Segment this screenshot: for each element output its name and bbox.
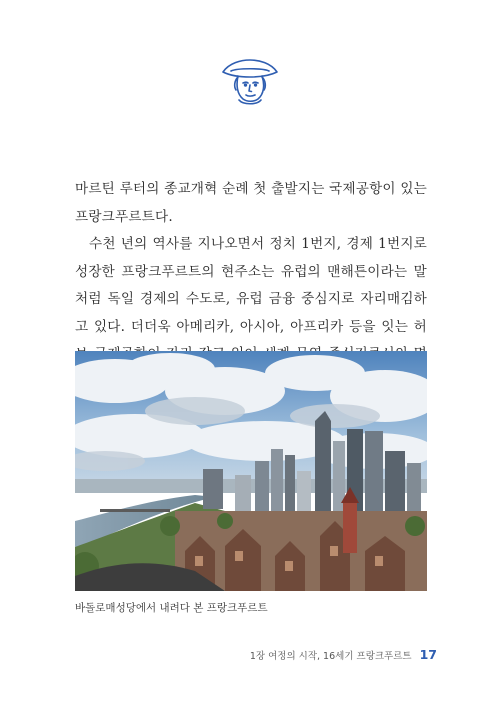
page-number: 17 [419, 647, 437, 662]
luther-portrait-icon [219, 57, 281, 107]
chapter-title: 1장 여정의 시작, 16세기 프랑크푸르트 [249, 651, 412, 662]
luther-portrait-emblem [219, 57, 281, 107]
paragraph-1: 마르틴 루터의 종교개혁 순례 첫 출발지는 국제공항이 있는 프랑크푸르트다. [75, 181, 427, 225]
photo-caption: 바돌로매성당에서 내려다 본 프랑크푸르트 [75, 602, 268, 614]
paragraph-2: 수천 년의 역사를 지나오면서 정치 1번지, 경제 1번지로 성장한 프랑크푸르트의 현주소는 유럽의 맨해튼이라는 말처럼 독일 경제의 수도로, 유럽 금융 중심지로 자리매김하고 있다. 더더욱 아메리카, 아시아, 아프리카 등을 잇는 허 [75, 236, 427, 335]
page-footer [250, 647, 437, 662]
frankfurt-skyline-photo [75, 351, 427, 591]
